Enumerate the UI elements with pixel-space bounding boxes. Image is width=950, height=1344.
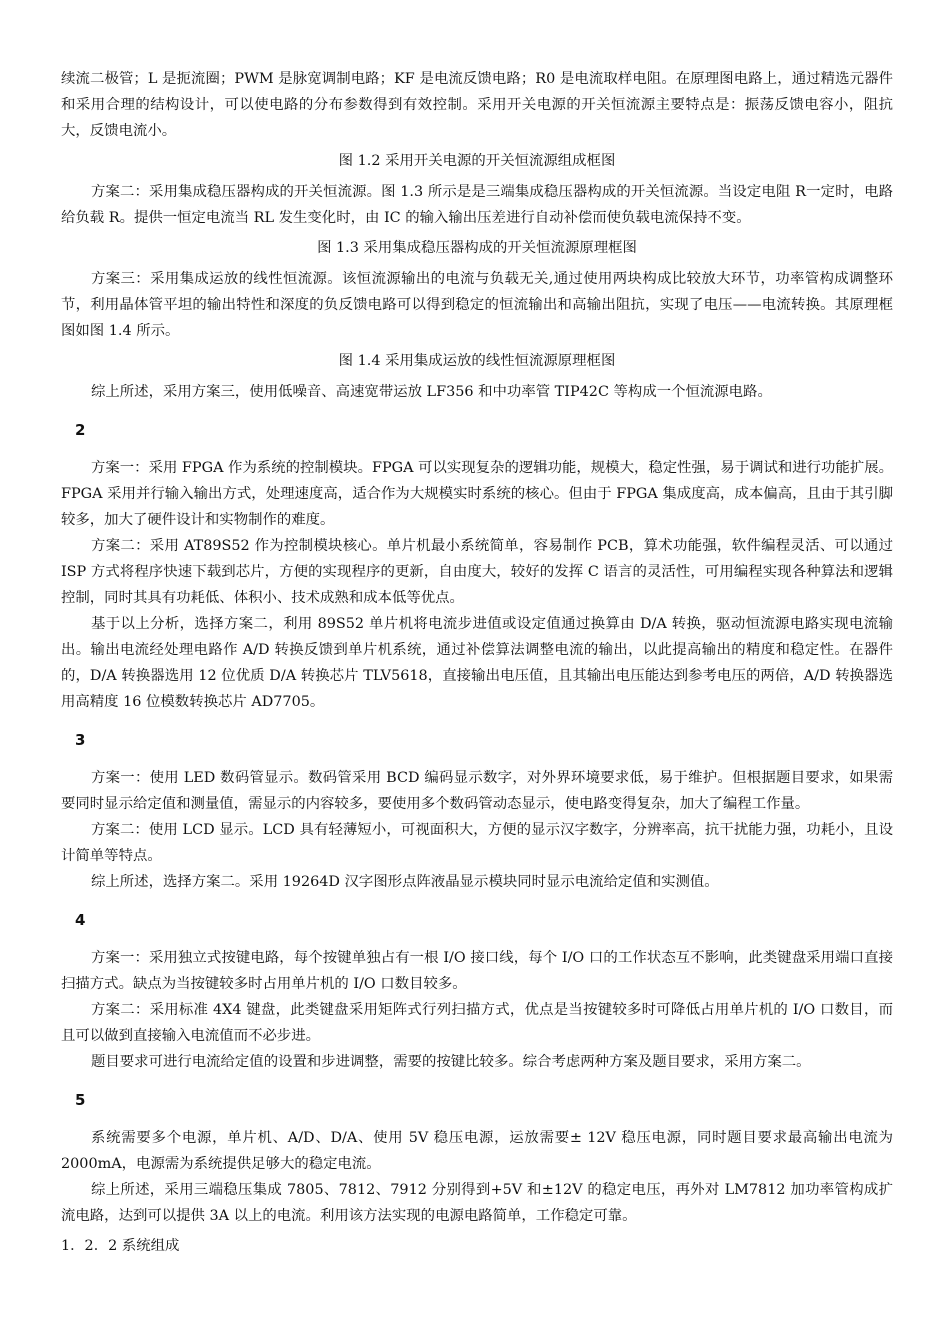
paragraph-power-requirements: 系统需要多个电源，单片机、A/D、D/A、使用 5V 稳压电源，运放需要± 12V 稳压电源，同时题目要求最高输出电流为 2000mA，电源需为系统提供足够大的稳定电流。 [61, 1130, 893, 1172]
figure-caption-1-4: 图 1.4 采用集成运放的线性恒流源原理框图 [338, 353, 616, 369]
paragraph-display-conclusion: 综上所述，选择方案二。采用 19264D 汉字图形点阵液晶显示模块同时显示电流给定值和实测值。 [91, 874, 719, 890]
paragraph-keyboard-conclusion: 题目要求可进行电流给定值的设置和步进调整，需要的按键比较多。综合考虑两种方案及题目要求，采用方案二。 [91, 1054, 811, 1070]
paragraph-independent-keys: 方案一：采用独立式按键电路，每个按键单独占有一根 I/O 接口线，每个 I/O 口的工作状态互不影响，此类键盘采用端口直接扫描方式。缺点为当按键较多时占用单片机的 I/O 口数目较多。 [61, 950, 893, 992]
paragraph-mcu-option: 方案二：采用 AT89S52 作为控制模块核心。单片机最小系统简单，容易制作 PCB，算术功能强，软件编程灵活、可以通过 ISP 方式将程序快速下载到芯片，方便的实现程序的更新，自由度大，较好的发挥 C 语言的灵活性，可用编程实现各种算法和逻辑控制，同时其具有功耗低、体积小、技术成熟和成本低等优点。 [61, 538, 893, 606]
section-heading-5: 5 [75, 1091, 86, 1109]
subsection-heading-system-composition: 1．2．2 系统组成 [61, 1238, 180, 1254]
section-heading-2: 2 [75, 421, 86, 439]
paragraph-control-conclusion: 基于以上分析，选择方案二，利用 89S52 单片机将电流步进值或设定值通过换算由 D/A 转换，驱动恒流源电路实现电流输出。输出电流经处理电路作 A/D 转换反馈到单片机系统，通过补偿算法调整电流的输出，以此提高输出的精度和稳定性。在器件的，D/A 转换器选用 12 位优质 D/A 转换芯片 TLV5618，直接输出电压值，且其输出电压能达到参考电压的两倍，A/D 转换器选用高精度 16 位模数转换芯片 AD7705。 [61, 616, 893, 710]
figure-caption-1-2: 图 1.2 采用开关电源的开关恒流源组成框图 [338, 153, 616, 169]
figure-caption-1-3: 图 1.3 采用集成稳压器构成的开关恒流源原理框图 [317, 240, 637, 256]
section-heading-4: 4 [75, 911, 86, 929]
section-heading-3: 3 [75, 731, 86, 749]
document-page [61, 66, 893, 1259]
paragraph-matrix-keyboard: 方案二：采用标准 4X4 键盘，此类键盘采用矩阵式行列扫描方式，优点是当按键较多时可降低占用单片机的 I/O 口数目，而且可以做到直接输入电流值而不必步进。 [61, 1002, 893, 1044]
paragraph-fpga-option: 方案一：采用 FPGA 作为系统的控制模块。FPGA 可以实现复杂的逻辑功能，规模大，稳定性强，易于调试和进行功能扩展。FPGA 采用并行输入输出方式，处理速度高，适合作为大规模实时系统的核心。但由于 FPGA 集成度高，成本偏高，且由于其引脚较多，加大了硬件设计和实物制作的难度。 [61, 460, 893, 528]
paragraph-lcd-option: 方案二：使用 LCD 显示。LCD 具有轻薄短小，可视面积大，方便的显示汉字数字，分辨率高，抗干扰能力强，功耗小，且设计简单等特点。 [61, 822, 893, 864]
paragraph-current-source-conclusion: 综上所述，采用方案三，使用低噪音、高速宽带运放 LF356 和中功率管 TIP42C 等构成一个恒流源电路。 [91, 384, 772, 400]
paragraph-option-two-regulator: 方案二：采用集成稳压器构成的开关恒流源。图 1.3 所示是是三端集成稳压器构成的开关恒流源。当设定电阻 R一定时，电路给负载 R。提供一恒定电流当 RL 发生变化时，由 IC 的输入输出压差进行自动补偿而使负载电流保持不变。 [61, 184, 893, 226]
paragraph-led-option: 方案一：使用 LED 数码管显示。数码管采用 BCD 编码显示数字，对外界环境要求低，易于维护。但根据题目要求，如果需要同时显示给定值和测量值，需显示的内容较多，要使用多个数码管动态显示，使电路变得复杂，加大了编程工作量。 [61, 770, 893, 812]
paragraph-option-three-opamp: 方案三：采用集成运放的线性恒流源。该恒流源输出的电流与负载无关,通过使用两块构成比较放大环节，功率管构成调整环节，利用晶体管平坦的输出特性和深度的负反馈电路可以得到稳定的恒流输出和高输出阻抗，实现了电压——电流转换。其原理框图如图 1.4 所示。 [61, 271, 893, 339]
paragraph-power-conclusion: 综上所述，采用三端稳压集成 7805、7812、7912 分别得到+5V 和±12V 的稳定电压，再外对 LM7812 加功率管构成扩流电路，达到可以提供 3A 以上的电流。利用该方法实现的电源电路简单，工作稳定可靠。 [61, 1182, 893, 1224]
paragraph-circuit-description: 续流二极管；L 是扼流圈；PWM 是脉宽调制电路；KF 是电流反馈电路；R0 是电流取样电阻。在原理图电路上，通过精选元器件和采用合理的结构设计，可以使电路的分布参数得到有效控制。采用开关电源的开关恒流源主要特点是：振荡反馈电容小，阻抗大，反馈电流小。 [61, 71, 893, 139]
